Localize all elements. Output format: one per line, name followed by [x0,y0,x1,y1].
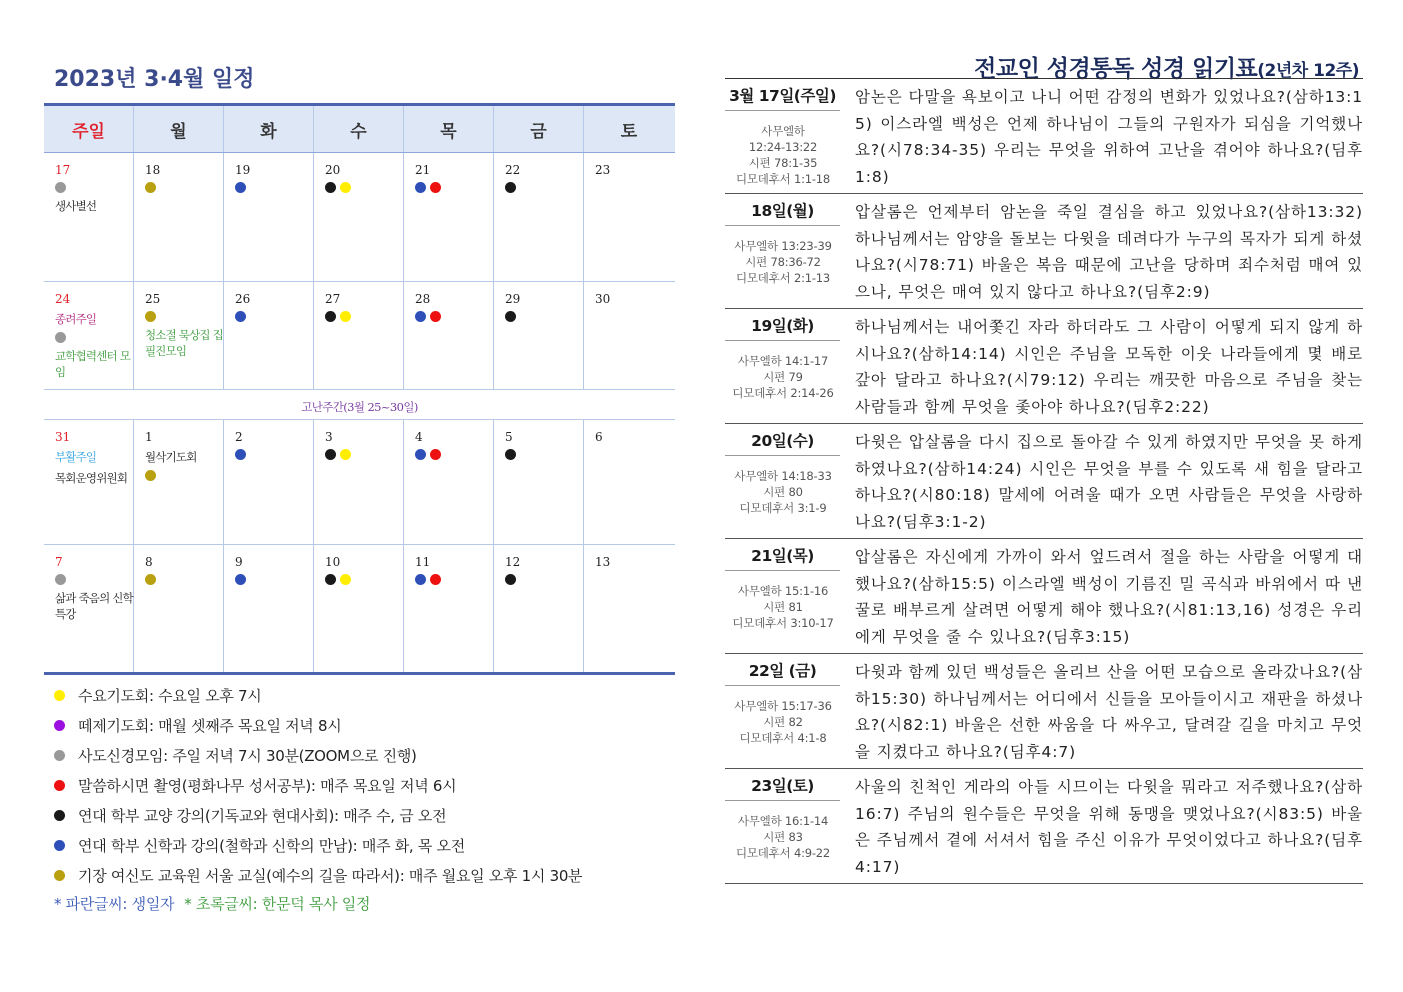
day-number: 1 [145,430,153,444]
day-event: 생사별선 [55,199,97,213]
reading-row [725,194,1363,309]
reading-date: 18일(월) [725,200,840,226]
day-cell [224,282,314,389]
reading-questions: 다윗은 압살롬을 다시 집으로 돌아갈 수 있게 하였지만 무엇을 못 하게 하였나요?(삼하14:24) 시인은 무엇을 부를 수 있도록 새 힘을 달라고 하나요?(시80:18) 말세에 어려울 때가 오면 사람들은 무엇을 사랑하나요?(딤후3:1-2) [855,433,1363,531]
reading-title-main: 전교인 성경통독 성경 읽기표 [974,56,1258,82]
day-number: 20 [325,163,341,177]
event-dots [145,182,223,193]
reading-date: 21일(목) [725,545,840,571]
reading-ref: 디모데후서 3:10-17 [732,616,834,630]
legend-text: 사도신경모임: 주일 저녁 7시 30분(ZOOM으로 진행) [78,746,417,765]
legend-item [54,710,684,740]
reading-table [725,78,1363,884]
legend-item [54,830,684,860]
reading-ref: 사무엘하 14:18-33 [734,469,832,483]
day-cell [44,545,134,672]
black-dot-icon [505,182,516,193]
reading-refs [725,686,841,752]
day-number: 29 [505,292,521,306]
day-cell [44,153,134,281]
black-dot-icon [325,574,336,585]
event-dots [145,470,223,481]
reading-ref: 시편 81 [763,600,803,614]
day-cell [494,282,584,389]
reading-refs [725,801,841,867]
reading-ref: 디모데후서 2:1-13 [735,271,831,285]
red-dot-icon [430,311,441,322]
day-number: 30 [595,292,611,306]
reading-date: 23일(토) [725,775,840,801]
calendar-week [44,420,675,545]
reading-meta [725,194,841,308]
reading-ref: 디모데후서 4:9-22 [735,846,831,860]
day-event: 청소절 묵상집 집필진모임 [145,328,223,358]
legend-text: 연대 학부 신학과 강의(철학과 신학의 만남): 매주 화, 목 오전 [78,836,465,855]
event-dots [325,311,403,322]
event-dots [505,449,583,460]
purple-dot-icon [54,720,65,731]
blue-dot-icon [415,311,426,322]
yellow-dot-icon [340,574,351,585]
day-number: 12 [505,555,521,569]
black-dot-icon [325,449,336,460]
day-cell [314,420,404,544]
event-dots [325,449,403,460]
reading-questions: 암논은 다말을 욕보이고 나니 어떤 감정의 변화가 있었나요?(삼하13:15) 이스라엘 백성은 언제 하나님이 그들의 구원자가 되심을 기억했나요?(시78:34-35) 우리는 무엇을 위하여 고난을 겪어야 하나요?(딤후1:8) [855,88,1363,186]
event-dots [55,332,133,343]
event-dots [415,182,493,193]
black-dot-icon [325,182,336,193]
black-dot-icon [505,311,516,322]
reading-meta [725,769,841,883]
reading-ref: 시편 80 [763,485,803,499]
calendar-title: 2023년 3·4월 일정 [54,67,255,92]
olive-dot-icon [54,870,65,881]
day-cell [404,420,494,544]
reading-ref: 시편 78:1-35 [748,156,818,170]
reading-row [725,309,1363,424]
day-cell [44,282,134,389]
event-dots [145,311,223,322]
legend-note-blue: * 파란글씨: 생일자 [54,894,175,913]
legend-text: 수요기도회: 수요일 오후 7시 [78,686,262,705]
reading-ref: 시편 78:36-72 [745,255,821,269]
reading-meta [725,79,841,193]
blue-dot-icon [235,182,246,193]
day-cell [44,420,134,544]
day-event: 종려주일 [55,312,97,326]
legend-item [54,770,684,800]
day-event: 교학협력센터 모임 [55,349,131,379]
reading-row [725,424,1363,539]
legend-note [54,890,684,916]
reading-date: 20일(수) [725,430,840,456]
reading-row [725,539,1363,654]
event-dots [325,182,403,193]
gray-dot-icon [55,332,66,343]
header-wednesday: 수 [314,106,404,152]
reading-ref: 12:24-13:22 [748,140,818,154]
legend-text: 기장 여신도 교육원 서울 교실(예수의 길을 따라서): 매주 월요일 오후 1시 30분 [78,866,583,885]
day-cell [494,545,584,672]
reading-ref: 시편 83 [763,830,803,844]
header-friday: 금 [494,106,584,152]
gray-dot-icon [55,574,66,585]
reading-ref: 사무엘하 15:1-16 [737,584,829,598]
header-sunday: 주일 [44,106,134,152]
day-number: 18 [145,163,161,177]
legend-text: 떼제기도회: 매월 셋째주 목요일 저녁 8시 [78,716,342,735]
reading-refs [725,111,841,193]
event-dots [415,574,493,585]
day-number: 22 [505,163,521,177]
day-number: 26 [235,292,251,306]
day-cell [224,420,314,544]
day-cell [404,153,494,281]
day-cell [404,282,494,389]
reading-questions: 다윗과 함께 있던 백성들은 올리브 산을 어떤 모습으로 올라갔나요?(삼하15:30) 하나님께서는 어디에서 신들을 모아들이시고 재판을 하셨나요?(시82:1) 바울은 선한 싸움을 다 싸우고, 달려갈 길을 마치고 무엇을 지켰다고 하나요?(딤후4:7) [855,663,1363,761]
blue-dot-icon [235,311,246,322]
reading-meta [725,424,841,538]
calendar-week [44,545,675,672]
legend-item [54,860,684,890]
reading-ref: 디모데후서 2:14-26 [732,386,834,400]
day-cell [134,153,224,281]
day-cell [224,545,314,672]
day-number: 11 [415,555,431,569]
calendar-header-row [44,103,675,153]
event-dots [145,574,223,585]
day-number: 7 [55,555,63,569]
day-event: 목회운영위원회 [55,471,128,485]
legend-note-green: * 초록글씨: 한문덕 목사 일정 [184,894,371,913]
reading-ref: 사무엘하 15:17-36 [734,699,832,713]
day-number: 6 [595,430,603,444]
day-number: 31 [55,430,71,444]
day-cell [314,282,404,389]
day-event: 삶과 죽음의 신학 특강 [55,591,133,621]
blue-dot-icon [54,840,65,851]
reading-row [725,654,1363,769]
day-number: 28 [415,292,431,306]
gray-dot-icon [54,750,65,761]
reading-meta [725,654,841,768]
event-dots [55,574,133,585]
legend [54,680,684,916]
gray-dot-icon [55,182,66,193]
event-dots [505,182,583,193]
blue-dot-icon [415,182,426,193]
olive-dot-icon [145,311,156,322]
day-cell [224,153,314,281]
calendar-table [44,103,675,675]
day-number: 21 [415,163,431,177]
legend-text: 말씀하시면 촬영(평화나무 성서공부): 매주 목요일 저녁 6시 [78,776,457,795]
day-cell [314,545,404,672]
calendar-week [44,153,675,282]
day-number: 17 [55,163,71,177]
black-dot-icon [505,449,516,460]
reading-subtitle: (2년차 12주) [1257,61,1359,81]
day-event: 부활주일 [55,450,97,464]
day-cell [134,545,224,672]
reading-meta [725,309,841,423]
event-dots [415,449,493,460]
passion-week-note: 고난주간(3월 25~30일) [44,390,675,420]
reading-date: 19일(화) [725,315,840,341]
yellow-dot-icon [340,182,351,193]
event-dots [415,311,493,322]
day-event: 월삭기도회 [145,450,197,464]
reading-refs [725,341,841,407]
reading-refs [725,456,841,522]
reading-questions: 하나님께서는 내어쫓긴 자라 하더라도 그 사람이 어떻게 되지 않게 하시나요?(삼하14:14) 시인은 주님을 모독한 이웃 나라들에게 몇 배로 갚아 달라고 하나요?(시79:12) 우리는 깨끗한 마음으로 주님을 찾는 사람들과 함께 무엇을 좇아야 하나요?(딤후2:22) [855,318,1363,416]
blue-dot-icon [415,449,426,460]
legend-item [54,680,684,710]
event-dots [235,182,313,193]
event-dots [235,449,313,460]
reading-ref: 시편 79 [763,370,803,384]
event-dots [235,574,313,585]
header-saturday: 토 [620,121,638,142]
day-number: 10 [325,555,341,569]
day-cell [584,153,674,281]
day-number: 5 [505,430,513,444]
day-number: 23 [595,163,611,177]
day-number: 8 [145,555,153,569]
header-thursday: 목 [404,106,494,152]
reading-row [725,769,1363,884]
reading-ref: 디모데후서 1:1-18 [735,172,831,186]
day-number: 9 [235,555,243,569]
event-dots [235,311,313,322]
day-number: 3 [325,430,333,444]
reading-ref: 사무엘하 16:1-14 [737,814,829,828]
reading-ref: 디모데후서 3:1-9 [739,501,827,515]
reading-questions: 압살롬은 언제부터 암논을 죽일 결심을 하고 있었나요?(삼하13:32) 하나님께서는 암양을 돌보는 다윗을 데려다가 누구의 목자가 되게 하셨나요?(시78:71) 바울은 복음 때문에 고난을 당하며 죄수처럼 매여 있으나, 무엇은 매여 있지 않다고 하나요?(딤후2:9) [855,203,1363,301]
day-cell [494,153,584,281]
black-dot-icon [325,311,336,322]
yellow-dot-icon [54,690,65,701]
day-cell [584,545,674,672]
legend-text: 연대 학부 교양 강의(기독교와 현대사회): 매주 수, 금 오전 [78,806,447,825]
day-number: 2 [235,430,243,444]
event-dots [505,311,583,322]
day-number: 25 [145,292,161,306]
blue-dot-icon [415,574,426,585]
black-dot-icon [54,810,65,821]
day-number: 27 [325,292,341,306]
blue-dot-icon [235,449,246,460]
calendar-week [44,282,675,390]
reading-ref: 시편 82 [763,715,803,729]
header-tuesday: 화 [224,106,314,152]
event-dots [55,182,133,193]
day-cell [584,420,674,544]
reading-ref: 사무엘하 [761,124,805,138]
header-monday: 월 [134,106,224,152]
event-dots [325,574,403,585]
calendar-bottom-rule [44,672,675,675]
red-dot-icon [430,574,441,585]
event-dots [505,574,583,585]
day-cell [134,282,224,389]
reading-questions: 압살롬은 자신에게 가까이 와서 엎드려서 절을 하는 사람을 어떻게 대했나요?(삼하15:5) 이스라엘 백성이 기름진 밀 곡식과 바위에서 따 낸 꿀로 배부르게 살려면 어떻게 해야 했나요?(시81:13,16) 성경은 우리에게 무엇을 줄 수 있나요?(딤후3:15) [855,548,1363,646]
day-cell [404,545,494,672]
reading-ref: 사무엘하 13:23-39 [734,239,832,253]
olive-dot-icon [145,470,156,481]
day-cell [584,282,674,389]
red-dot-icon [430,449,441,460]
day-cell [494,420,584,544]
reading-questions: 사울의 친척인 게라의 아들 시므이는 다윗을 뭐라고 저주했나요?(삼하16:7) 주님의 원수들은 무엇을 위해 동맹을 맺었나요?(시83:5) 바울은 주님께서 곁에 서셔서 힘을 주신 이유가 무엇이었다고 하나요?(딤후4:17) [855,778,1363,876]
reading-refs [725,226,841,292]
blue-dot-icon [235,574,246,585]
legend-item [54,740,684,770]
red-dot-icon [54,780,65,791]
red-dot-icon [430,182,441,193]
day-number: 13 [595,555,611,569]
olive-dot-icon [145,574,156,585]
yellow-dot-icon [340,449,351,460]
legend-item [54,800,684,830]
day-number: 24 [55,292,71,306]
day-number: 4 [415,430,423,444]
reading-ref: 사무엘하 14:1-17 [737,354,829,368]
reading-date: 3월 17일(주일) [725,85,840,111]
day-number: 19 [235,163,251,177]
black-dot-icon [505,574,516,585]
olive-dot-icon [145,182,156,193]
reading-refs [725,571,841,637]
yellow-dot-icon [340,311,351,322]
reading-ref: 디모데후서 4:1-8 [739,731,827,745]
reading-row [725,79,1363,194]
reading-date: 22일 (금) [725,660,840,686]
day-cell [314,153,404,281]
day-cell [134,420,224,544]
reading-meta [725,539,841,653]
